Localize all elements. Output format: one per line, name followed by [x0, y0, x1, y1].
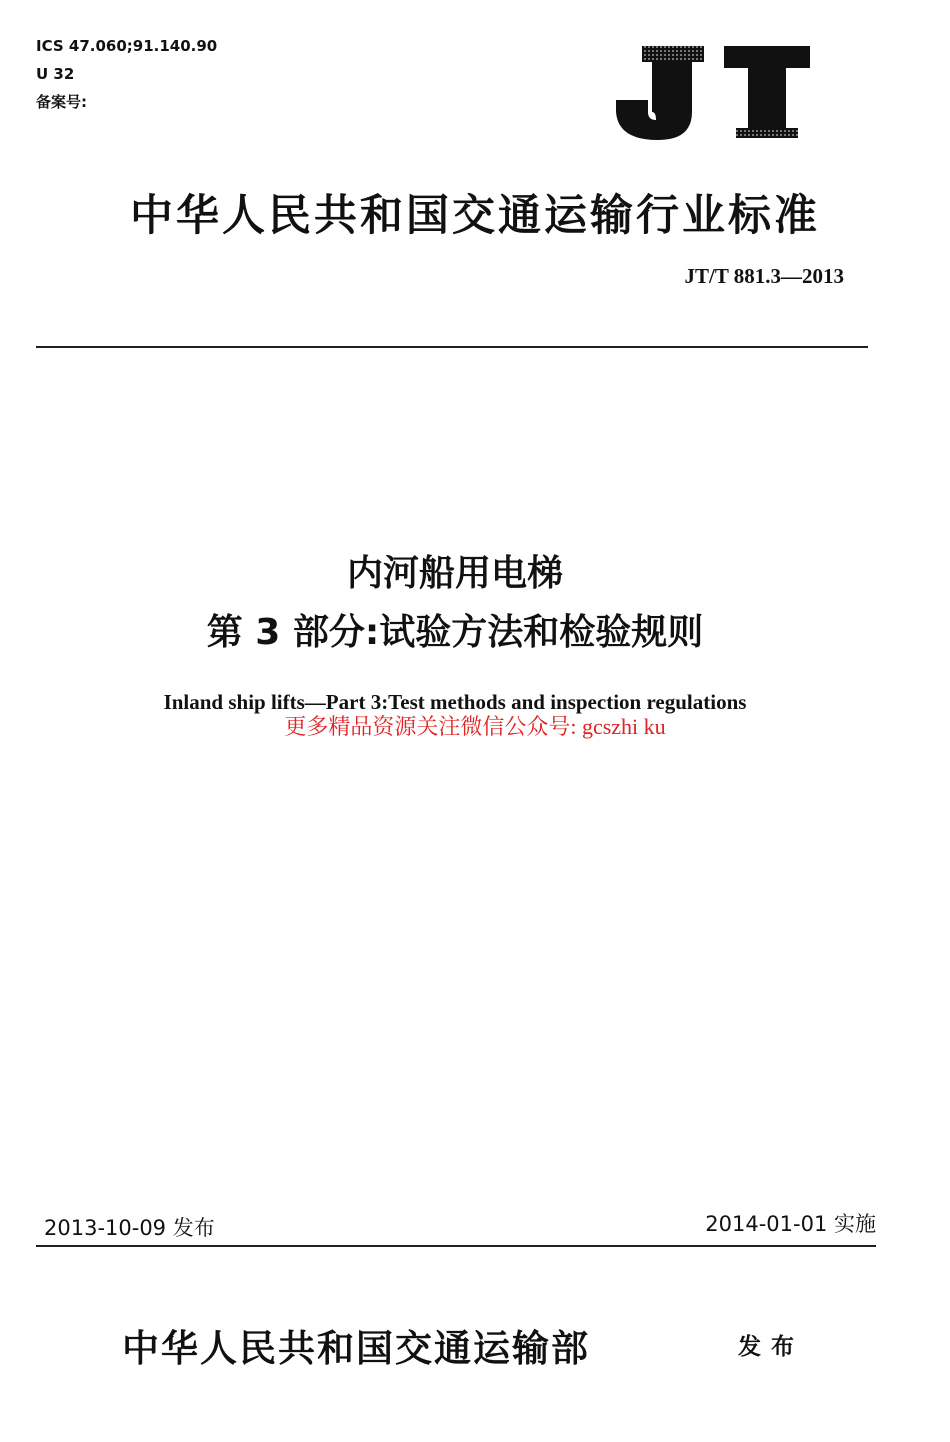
industry-standard-title: 中华人民共和国交通运输行业标准: [130, 191, 820, 241]
watermark-text: 更多精品资源关注微信公众号: gcszhi ku: [284, 714, 666, 739]
implementation-date: 2014-01-01 实施: [705, 1212, 876, 1236]
classification-code: U 32: [36, 65, 75, 83]
standard-number: JT/T 881.3—2013: [684, 264, 844, 288]
english-title: Inland ship lifts—Part 3:Test methods and inspection regulations: [163, 690, 747, 714]
issue-date: 2013-10-09 发布: [44, 1216, 215, 1240]
document-title-line1: 内河船用电梯: [346, 553, 563, 594]
jt-logo: [612, 42, 812, 142]
ics-code: ICS 47.060;91.140.90: [36, 37, 218, 55]
record-number-label: 备案号:: [36, 93, 87, 111]
issuing-ministry: 中华人民共和国交通运输部: [122, 1326, 590, 1370]
bottom-divider: [36, 1245, 876, 1247]
top-divider: [36, 346, 868, 348]
document-title-line2: 第 3 部分:试验方法和检验规则: [206, 612, 704, 653]
publish-label: 发布: [738, 1333, 804, 1360]
